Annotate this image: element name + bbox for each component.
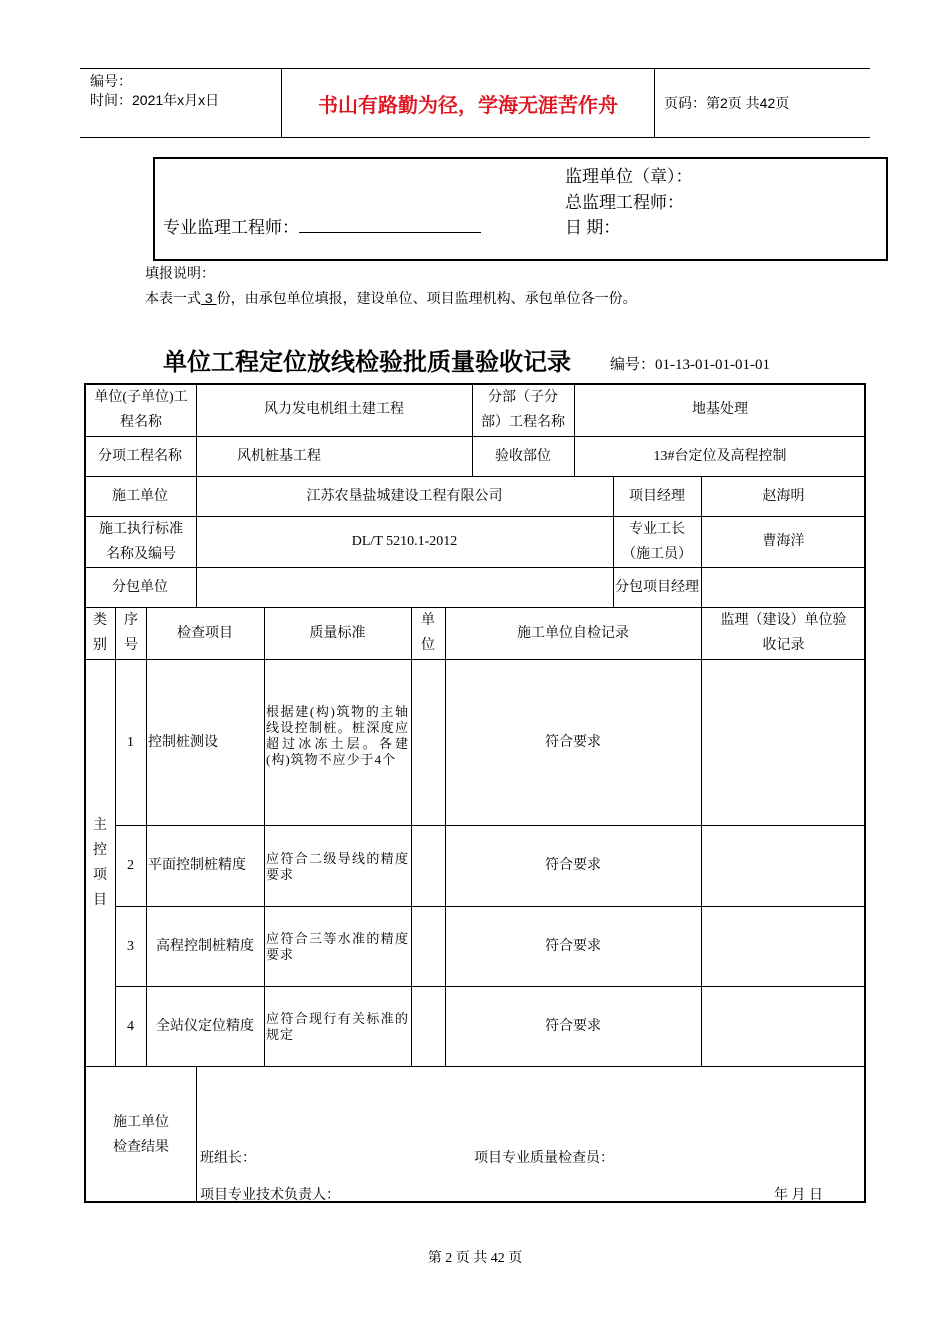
row-supervision-result (701, 659, 866, 825)
unit-project-value: 风力发电机组土建工程 (264, 402, 404, 417)
doc-number-label: 编号： (90, 73, 132, 89)
sub-pm-value (701, 567, 866, 607)
division-label: 分部（子分部）工程名称 (481, 389, 565, 430)
acceptance-part-label: 验收部位 (495, 448, 551, 464)
qa-inspector-label: 项目专业质量检查员： (474, 1151, 614, 1166)
row-seq: 3 (127, 938, 134, 954)
contractor-check-result-label: 施工单位检查结果 (113, 1114, 169, 1155)
page-footer: 第 2 页 共 42 页 (427, 1251, 523, 1266)
signature-line (299, 216, 481, 233)
row-line (84, 1066, 866, 1067)
header-page-info: 页码：第2页 共42页 (664, 95, 790, 111)
supervision-unit-seal: 监理单位（章）： (565, 167, 693, 186)
header-motto: 书山有路勤为径，学海无涯苦作舟 (318, 94, 618, 117)
row-seq: 4 (127, 1018, 134, 1034)
col-self-check: 施工单位自检记录 (517, 625, 629, 641)
specialist-engineer-label: 专业监理工程师： (163, 218, 299, 237)
row-self-check-result: 符合要求 (545, 1018, 601, 1034)
notes-heading: 填报说明： (145, 265, 215, 281)
contractor-value: 江苏农垦盐城建设工程有限公司 (306, 488, 503, 504)
unit-project-label: 单位(子单位)工程名称 (94, 389, 188, 430)
acceptance-part-value: 13#台定位及高程控制 (653, 448, 787, 464)
row-item: 高程控制桩精度 (156, 938, 254, 954)
row-item: 控制桩测设 (148, 734, 218, 750)
doc-time: 时间：2021年x月x日 (90, 92, 220, 108)
row-item: 平面控制桩精度 (148, 858, 246, 873)
inspection-table (84, 383, 866, 1203)
subcontractor-value (196, 567, 613, 607)
col-item: 检查项目 (177, 625, 233, 641)
row-standard: 应符合现行有关标准的规定 (266, 1011, 409, 1042)
row-supervision-result (701, 986, 866, 1066)
row-self-check-result: 符合要求 (545, 938, 601, 954)
division-value: 地基处理 (692, 402, 748, 417)
project-manager-label: 项目经理 (629, 488, 685, 504)
contractor-label: 施工单位 (112, 488, 168, 504)
team-leader-label: 班组长： (200, 1151, 256, 1166)
header-divider (654, 69, 655, 137)
row-standard: 根据建(构)筑物的主轴线设控制桩。桩深度应超过冰冻土层。各建(构)筑物不应少于4个 (266, 704, 409, 767)
col-supervision: 监理（建设）单位验收记录 (720, 613, 847, 653)
project-manager-value: 赵海明 (762, 488, 805, 504)
col-category: 类别 (93, 613, 107, 653)
notes-text (145, 288, 637, 308)
row-self-check-result: 符合要求 (545, 858, 601, 873)
notes-text-before: 本表一式 (145, 290, 201, 306)
row-unit (411, 659, 445, 825)
supervision-box (153, 157, 888, 261)
page-header (80, 68, 870, 138)
result-date: 年 月 日 (774, 1188, 823, 1203)
row-unit (411, 825, 445, 906)
specialist-engineer (163, 213, 481, 238)
document-title: 单位工程定位放线检验批质量验收记录 (163, 349, 571, 376)
notes-copies: 3 (201, 290, 217, 306)
subitem-label: 分项工程名称 (98, 448, 182, 464)
col-unit: 单位 (421, 613, 435, 653)
category-main-control: 主控项目 (93, 817, 107, 908)
document-code: 编号：01-13-01-01-01-01 (610, 357, 770, 373)
row-standard: 应符合二级导线的精度要求 (266, 851, 409, 882)
foreman-label: 专业工长（施工员） (622, 521, 692, 562)
tech-lead-label: 项目专业技术负责人： (200, 1188, 340, 1203)
row-supervision-result (701, 906, 866, 986)
row-unit (411, 986, 445, 1066)
col-standard: 质量标准 (309, 625, 366, 641)
notes-text-after: 份，由承包单位填报，建设单位、项目监理机构、承包单位各一份。 (216, 290, 637, 306)
date-label: 日 期： (565, 218, 621, 237)
subitem-value: 风机桩基工程 (237, 448, 321, 464)
header-meta (90, 72, 219, 110)
standard-label: 施工执行标准名称及编号 (99, 521, 183, 562)
col-seq: 序号 (124, 613, 138, 653)
subcontractor-label: 分包单位 (112, 579, 168, 595)
col-line (264, 607, 265, 1066)
row-seq: 2 (127, 858, 134, 873)
row-item: 全站仪定位精度 (156, 1018, 254, 1034)
row-standard: 应符合三等水准的精度要求 (266, 931, 409, 962)
row-seq: 1 (127, 734, 134, 750)
row-self-check-result: 符合要求 (545, 734, 601, 750)
sub-pm-label: 分包项目经理 (615, 579, 699, 595)
standard-value: DL/T 5210.1-2012 (351, 534, 458, 549)
chief-engineer-label: 总监理工程师： (565, 193, 684, 212)
row-supervision-result (701, 825, 866, 906)
foreman-value: 曹海洋 (762, 534, 805, 549)
col-line (196, 1066, 197, 1203)
row-unit (411, 906, 445, 986)
